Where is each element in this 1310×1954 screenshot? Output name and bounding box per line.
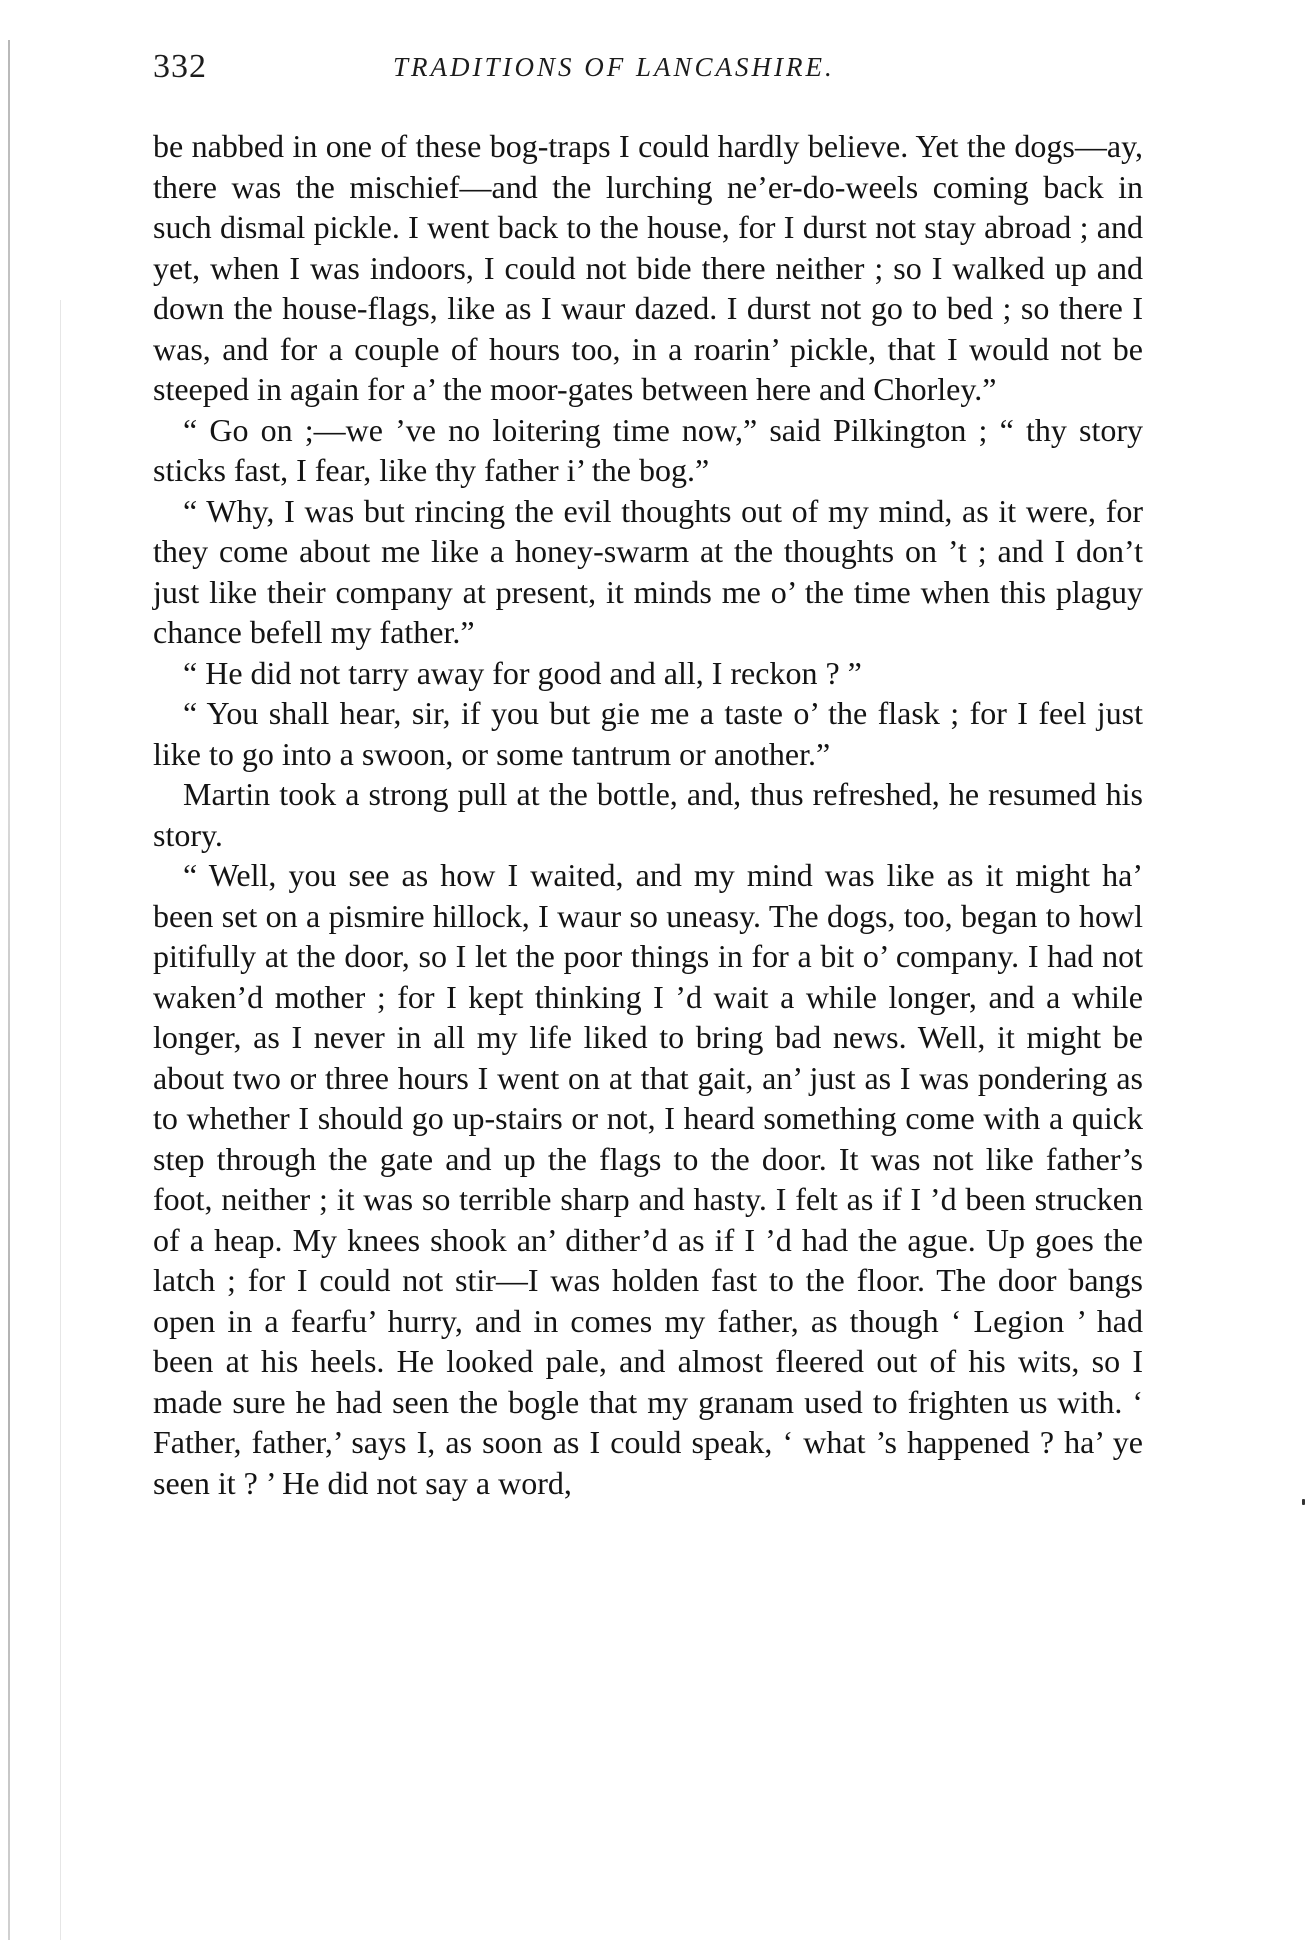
page-header [153, 48, 1143, 98]
page-number: 332 [153, 48, 207, 85]
body-text [153, 126, 1143, 1503]
paragraph: Martin took a strong pull at the bottle, and, thus refreshed, he resumed his story. [153, 776, 1143, 853]
paragraph-continued: be nabbed in one of these bog-traps I could hardly believe. Yet the dogs—ay, there was the mischief—and the lurching ne’er-do-weels coming back in such dismal pickle. I went back to the house, for I durst not stay abroad ; and yet, when I was indoors, I could not bide there neither ; so I walked up and down the house-flags, like as I waur dazed. I durst not go to bed ; so there I was, and for a couple of hours too, in a roarin’ pickle, that I would not be steeped in again for a’ the moor-gates between here and Chorley.” [153, 128, 1143, 407]
page-gutter-crease [60, 300, 61, 1940]
paragraph: “ Go on ;—we ’ve no loitering time now,” said Pilkington ; “ thy story sticks fast, I fear, like thy father i’ the bog.” [153, 411, 1143, 488]
paragraph: “ Why, I was but rincing the evil thoughts out of my mind, as it were, for they come about me like a honey-swarm at the thoughts on ’t ; and I don’t just like their company at present, it minds me o’ the time when this plaguy chance befell my father.” [153, 492, 1143, 650]
ink-speck [1302, 1499, 1305, 1505]
paragraph: “ You shall hear, sir, if you but gie me a taste o’ the flask ; for I feel just like to go into a swoon, or some tantrum or another.” [153, 695, 1143, 772]
running-title: TRADITIONS OF LANCASHIRE. [393, 52, 835, 82]
paragraph: “ Well, you see as how I waited, and my mind was like as it might ha’ been set on a pismire hillock, I waur so uneasy. The dogs, too, began to howl pitifully at the door, so I let the poor things in for a bit o’ company. I had not waken’d mother ; for I kept thinking I ’d wait a while longer, and a while longer, as I never in all my life liked to bring bad news. Well, it might be about two or three hours I went on at that gait, an’ just as I was pondering as to whether I should go up-stairs or not, I heard something come with a quick step through the gate and up the flags to the door. It was not like father’s foot, neither ; it was so terrible sharp and hasty. I felt as if I ’d been strucken of a heap. My knees shook an’ dither’d as if I ’d had the ague. Up goes the latch ; for I could not stir—I was holden fast to the floor. The door bangs open in a fearfu’ hurry, and in comes my father, as though ‘ Legion ’ had been at his heels. He looked pale, and almost fleered out of his wits, so I made sure he had seen the bogle that my granam used to frighten us with. ‘ Father, father,’ says I, as soon as I could speak, ‘ what ’s happened ? ha’ ye seen it ? ’ He did not say a word, [153, 857, 1143, 1501]
paragraph: “ He did not tarry away for good and all, I reckon ? ” [183, 654, 862, 691]
page-gutter-shadow [8, 40, 10, 1940]
